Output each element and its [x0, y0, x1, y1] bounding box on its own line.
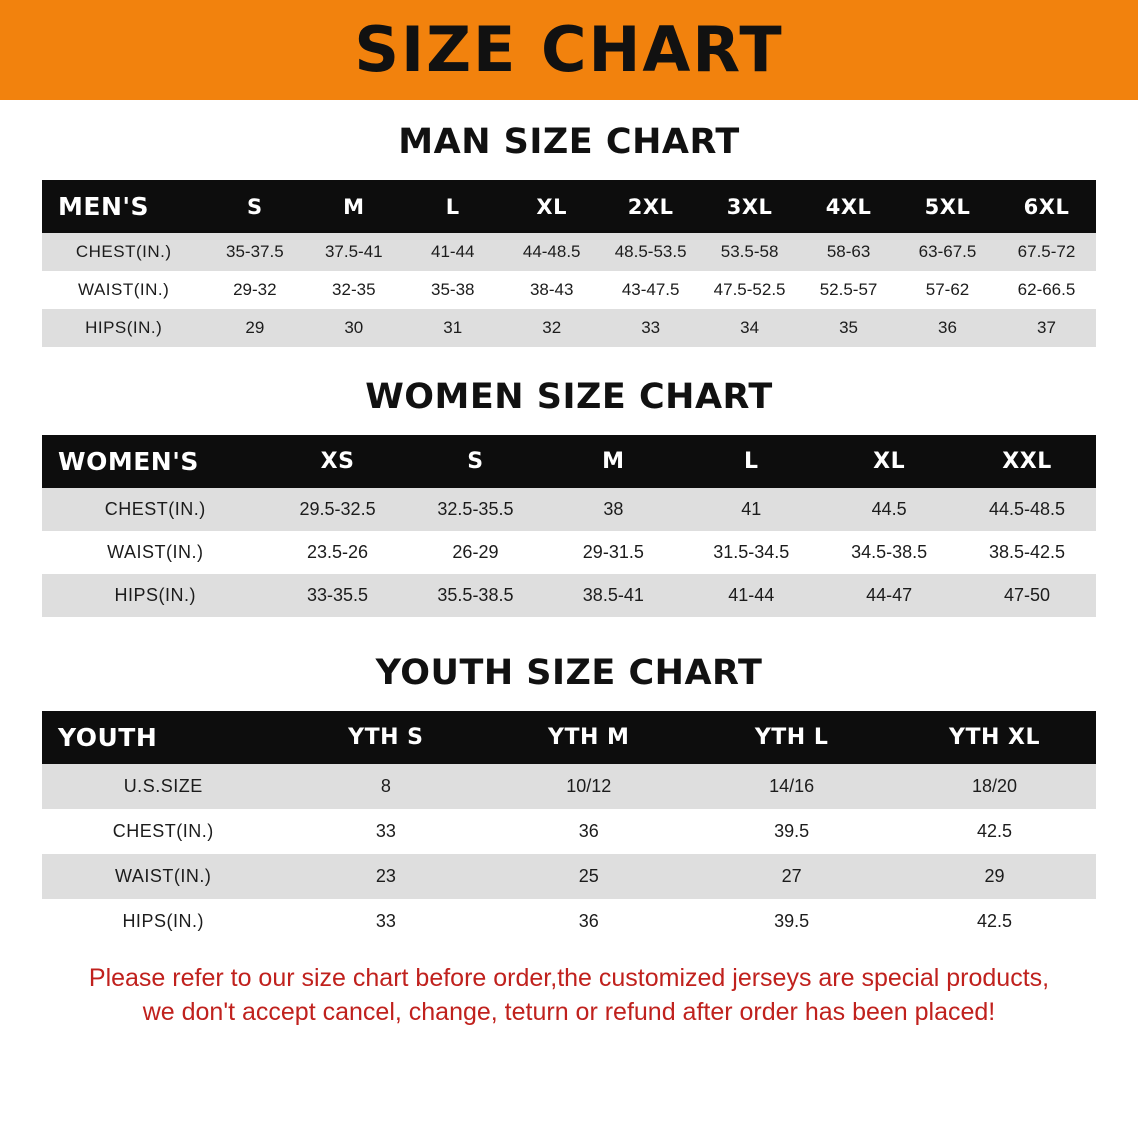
row-label: WAIST(IN.)	[42, 271, 205, 309]
column-header: XXL	[958, 435, 1096, 488]
table-cell: 25	[487, 854, 690, 899]
column-header: 5XL	[898, 180, 997, 233]
row-label: U.S.SIZE	[42, 764, 284, 809]
column-header: M	[544, 435, 682, 488]
women-size-table-wrap	[42, 435, 1096, 617]
table-cell: 29-31.5	[544, 531, 682, 574]
table-cell: 27	[690, 854, 893, 899]
row-label: WAIST(IN.)	[42, 854, 284, 899]
women-section-heading: WOMEN SIZE CHART	[365, 377, 773, 417]
row-label: HIPS(IN.)	[42, 309, 205, 347]
table-cell: 47.5-52.5	[700, 271, 799, 309]
table-cell: 38-43	[502, 271, 601, 309]
column-header: 6XL	[997, 180, 1096, 233]
table-cell: 41-44	[403, 233, 502, 271]
table-cell: 52.5-57	[799, 271, 898, 309]
table-cell: 35.5-38.5	[407, 574, 545, 617]
table-cell: 29-32	[205, 271, 304, 309]
column-header: S	[407, 435, 545, 488]
table-cell: 33	[601, 309, 700, 347]
column-header: XS	[269, 435, 407, 488]
table-cell: 44-47	[820, 574, 958, 617]
table-cell: 67.5-72	[997, 233, 1096, 271]
table-cell: 38	[544, 488, 682, 531]
table-cell: 32-35	[304, 271, 403, 309]
table-cell: 48.5-53.5	[601, 233, 700, 271]
table-cell: 42.5	[893, 809, 1096, 854]
table-cell: 23	[284, 854, 487, 899]
table-cell: 44-48.5	[502, 233, 601, 271]
column-header: WOMEN'S	[42, 435, 269, 488]
table-header-row	[42, 180, 1096, 233]
table-cell: 30	[304, 309, 403, 347]
table-cell: 33-35.5	[269, 574, 407, 617]
row-label: HIPS(IN.)	[42, 574, 269, 617]
table-cell: 33	[284, 899, 487, 944]
table-cell: 44.5-48.5	[958, 488, 1096, 531]
policy-note	[40, 962, 1098, 1030]
table-cell: 53.5-58	[700, 233, 799, 271]
table-header-row	[42, 435, 1096, 488]
table-cell: 63-67.5	[898, 233, 997, 271]
column-header: S	[205, 180, 304, 233]
column-header: M	[304, 180, 403, 233]
table-cell: 38.5-41	[544, 574, 682, 617]
policy-note-line-1: Please refer to our size chart before order,the customized jerseys are special products,	[88, 964, 1050, 992]
column-header: MEN'S	[42, 180, 205, 233]
man-section-heading: MAN SIZE CHART	[398, 122, 740, 162]
table-row	[42, 271, 1096, 309]
table-cell: 44.5	[820, 488, 958, 531]
column-header: YTH XL	[893, 711, 1096, 764]
table-cell: 33	[284, 809, 487, 854]
table-cell: 29	[893, 854, 1096, 899]
row-label: CHEST(IN.)	[42, 233, 205, 271]
table-cell: 41	[682, 488, 820, 531]
table-cell: 36	[898, 309, 997, 347]
column-header: L	[403, 180, 502, 233]
table-cell: 37	[997, 309, 1096, 347]
table-row	[42, 764, 1096, 809]
column-header: YTH S	[284, 711, 487, 764]
row-label: CHEST(IN.)	[42, 809, 284, 854]
table-header-row	[42, 711, 1096, 764]
table-cell: 39.5	[690, 899, 893, 944]
youth-section-heading: YOUTH SIZE CHART	[375, 653, 763, 693]
table-cell: 34	[700, 309, 799, 347]
column-header: XL	[820, 435, 958, 488]
table-cell: 41-44	[682, 574, 820, 617]
youth-size-table	[42, 711, 1096, 944]
table-cell: 57-62	[898, 271, 997, 309]
women-size-table	[42, 435, 1096, 617]
table-cell: 32.5-35.5	[407, 488, 545, 531]
table-cell: 35-37.5	[205, 233, 304, 271]
table-row	[42, 809, 1096, 854]
page-banner	[0, 0, 1138, 100]
table-row	[42, 233, 1096, 271]
table-cell: 35	[799, 309, 898, 347]
column-header: YOUTH	[42, 711, 284, 764]
table-row	[42, 854, 1096, 899]
column-header: 4XL	[799, 180, 898, 233]
table-cell: 8	[284, 764, 487, 809]
column-header: XL	[502, 180, 601, 233]
page-title: SIZE CHART	[354, 13, 784, 86]
column-header: YTH M	[487, 711, 690, 764]
table-cell: 31.5-34.5	[682, 531, 820, 574]
table-cell: 35-38	[403, 271, 502, 309]
table-cell: 31	[403, 309, 502, 347]
table-cell: 36	[487, 899, 690, 944]
table-cell: 34.5-38.5	[820, 531, 958, 574]
table-cell: 23.5-26	[269, 531, 407, 574]
column-header: YTH L	[690, 711, 893, 764]
table-cell: 18/20	[893, 764, 1096, 809]
table-row	[42, 531, 1096, 574]
table-cell: 38.5-42.5	[958, 531, 1096, 574]
table-cell: 62-66.5	[997, 271, 1096, 309]
table-cell: 43-47.5	[601, 271, 700, 309]
table-cell: 32	[502, 309, 601, 347]
table-cell: 47-50	[958, 574, 1096, 617]
table-cell: 39.5	[690, 809, 893, 854]
row-label: CHEST(IN.)	[42, 488, 269, 531]
table-cell: 10/12	[487, 764, 690, 809]
table-cell: 14/16	[690, 764, 893, 809]
column-header: 2XL	[601, 180, 700, 233]
table-cell: 29	[205, 309, 304, 347]
table-row	[42, 309, 1096, 347]
table-row	[42, 899, 1096, 944]
table-row	[42, 488, 1096, 531]
table-cell: 36	[487, 809, 690, 854]
row-label: HIPS(IN.)	[42, 899, 284, 944]
policy-note-line-2: we don't accept cancel, change, teturn or refund after order has been placed!	[142, 997, 996, 1026]
man-size-table	[42, 180, 1096, 347]
table-cell: 58-63	[799, 233, 898, 271]
youth-size-table-wrap	[42, 711, 1096, 944]
man-size-table-wrap	[42, 180, 1096, 347]
table-cell: 29.5-32.5	[269, 488, 407, 531]
table-cell: 42.5	[893, 899, 1096, 944]
table-cell: 37.5-41	[304, 233, 403, 271]
column-header: 3XL	[700, 180, 799, 233]
table-cell: 26-29	[407, 531, 545, 574]
row-label: WAIST(IN.)	[42, 531, 269, 574]
column-header: L	[682, 435, 820, 488]
table-row	[42, 574, 1096, 617]
